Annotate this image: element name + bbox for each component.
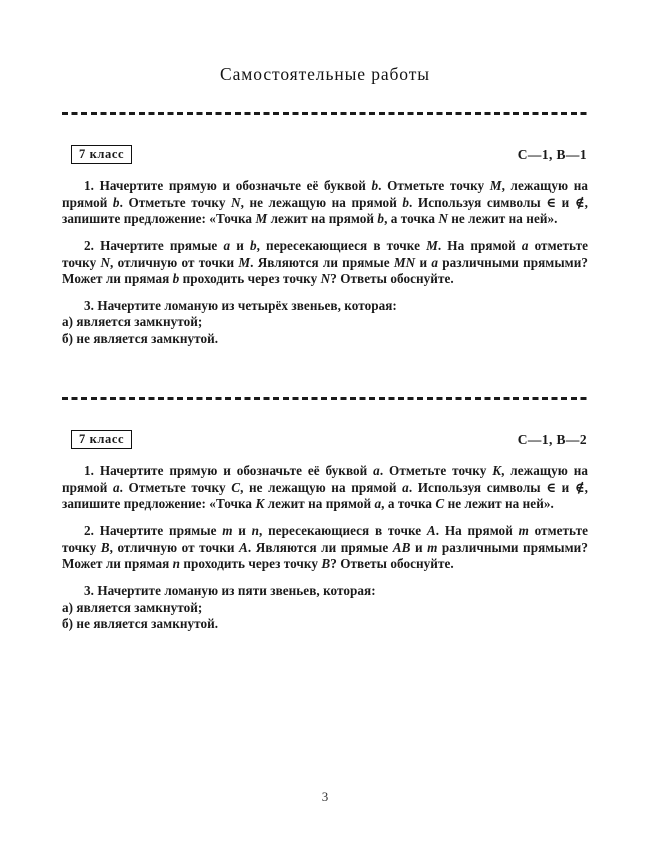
page-title: Самостоятельные работы <box>220 64 430 84</box>
task-text: Начертите прямые <box>99 523 223 539</box>
math-variable: m <box>518 523 529 539</box>
math-variable: a <box>521 238 529 254</box>
task-item <box>62 523 588 572</box>
task-subitem: б) не является замкнутой. <box>62 615 219 631</box>
task-text: , отличную от точки <box>110 254 239 270</box>
worksheet-section-1 <box>62 112 588 347</box>
task-text: и <box>410 539 428 555</box>
task-text: , не лежащую на прямой <box>240 479 403 495</box>
section-divider <box>62 397 588 400</box>
math-variable: K <box>255 496 265 512</box>
task-text: проходить через точку <box>180 555 322 571</box>
math-variable: C <box>435 496 445 512</box>
task-number: 1. <box>84 463 100 479</box>
math-variable: a <box>402 479 409 495</box>
math-variable: B <box>100 539 110 555</box>
task-text: и <box>230 238 250 254</box>
variant-code: С—1, В—2 <box>517 431 587 447</box>
section-header <box>62 145 588 164</box>
task-item <box>62 463 588 512</box>
math-variable: b <box>402 194 410 210</box>
task-text: проходить через точку <box>179 270 321 286</box>
task-item <box>62 583 588 632</box>
math-variable: A <box>239 539 248 555</box>
task-text: Начертите ломаную из пяти звеньев, которая: <box>97 583 376 599</box>
task-text: . Отметьте точку <box>119 194 232 210</box>
task-item <box>62 238 588 287</box>
task-text: . Отметьте точку <box>378 178 490 194</box>
task-text: . Являются ли прямые <box>250 254 394 270</box>
task-text: , отличную от точки <box>109 539 240 555</box>
task-text: лежит на прямой <box>264 496 375 512</box>
task-text: и <box>232 523 252 539</box>
task-text: не лежит на ней». <box>447 210 558 226</box>
math-variable: N <box>438 210 448 226</box>
worksheet-section-2 <box>62 397 588 632</box>
task-list <box>62 463 588 632</box>
task-text: лежит на прямой <box>267 210 378 226</box>
math-variable: b <box>249 238 257 254</box>
section-spacer <box>62 347 588 397</box>
math-variable: N <box>100 254 111 270</box>
section-divider <box>62 112 588 115</box>
task-text: , лежащую на прямой <box>62 178 588 210</box>
task-text: различными прямыми? Может ли прямая <box>62 254 588 286</box>
task-number: 2. <box>84 238 101 254</box>
task-text: и <box>415 254 432 270</box>
task-number: 1. <box>84 178 100 194</box>
task-text: , а точка <box>381 496 436 512</box>
task-item <box>62 298 588 347</box>
math-variable: M <box>255 210 268 226</box>
task-text: , пересекающиеся в точке <box>259 523 427 539</box>
page-content <box>62 112 588 632</box>
task-text: не лежит на ней». <box>444 496 554 512</box>
task-subitem: а) является замкнутой; <box>62 599 203 615</box>
page-number: 3 <box>321 789 329 804</box>
task-number: 3. <box>84 583 98 599</box>
task-text: ? Ответы обоснуйте. <box>330 270 454 286</box>
task-item <box>62 178 588 227</box>
task-text: , пересекающиеся в точке <box>256 238 427 254</box>
task-text: отметьте точку <box>62 238 588 270</box>
task-text: Начертите прямые <box>100 238 224 254</box>
task-text: отметьте точку <box>62 523 588 555</box>
math-variable: a <box>112 479 120 495</box>
section-header <box>62 430 588 449</box>
task-text: . На прямой <box>437 238 522 254</box>
math-variable: M <box>489 178 502 194</box>
task-text: Начертите ломаную из четырёх звеньев, которая: <box>97 298 397 314</box>
math-variable: M <box>238 254 251 270</box>
task-text: , не лежащую на прямой <box>240 194 403 210</box>
task-subitem: б) не является замкнутой. <box>62 330 219 346</box>
math-variable: AB <box>392 539 411 555</box>
task-subitem: а) является замкнутой; <box>62 314 203 330</box>
math-variable: b <box>172 270 180 286</box>
task-text: ? Ответы обоснуйте. <box>330 555 454 571</box>
task-text: . Используя символы ∈ и ∉, запишите предложение: «Точка <box>62 194 588 226</box>
math-variable: b <box>112 194 120 210</box>
task-text: . Используя символы ∈ и ∉, запишите предложение: «Точка <box>62 479 589 512</box>
math-variable: a <box>431 254 438 270</box>
task-text: Начертите прямую и обозначьте её буквой <box>99 178 372 194</box>
math-variable: M <box>426 238 438 254</box>
task-text: Начертите прямую и обозначьте её буквой <box>99 463 374 479</box>
math-variable: a <box>223 238 231 254</box>
task-text: , а точка <box>384 210 439 226</box>
task-text: . Являются ли прямые <box>247 539 393 555</box>
math-variable: m <box>427 539 438 555</box>
grade-badge: 7 класс <box>71 145 132 164</box>
grade-badge: 7 класс <box>71 430 132 449</box>
task-number: 2. <box>84 523 100 539</box>
math-variable: a <box>374 496 382 512</box>
task-text: различными прямыми? Может ли прямая <box>62 539 588 571</box>
task-text: . На прямой <box>435 523 519 539</box>
math-variable: b <box>377 210 385 226</box>
math-variable: m <box>222 523 233 539</box>
variant-code: С—1, В—1 <box>517 146 587 162</box>
math-variable: A <box>426 523 436 539</box>
task-text: . Отметьте точку <box>379 463 493 479</box>
math-variable: N <box>231 194 241 210</box>
math-variable: a <box>373 463 380 479</box>
math-variable: B <box>321 555 331 571</box>
task-list <box>62 178 588 347</box>
task-text: , лежащую на прямой <box>62 463 588 495</box>
math-variable: b <box>371 178 379 194</box>
math-variable: N <box>320 270 331 286</box>
math-variable: MN <box>393 254 416 270</box>
math-variable: n <box>172 555 181 571</box>
math-variable: C <box>231 479 241 495</box>
task-text: . Отметьте точку <box>119 479 232 495</box>
math-variable: K <box>492 463 502 479</box>
task-number: 3. <box>84 298 98 314</box>
math-variable: n <box>251 523 260 539</box>
